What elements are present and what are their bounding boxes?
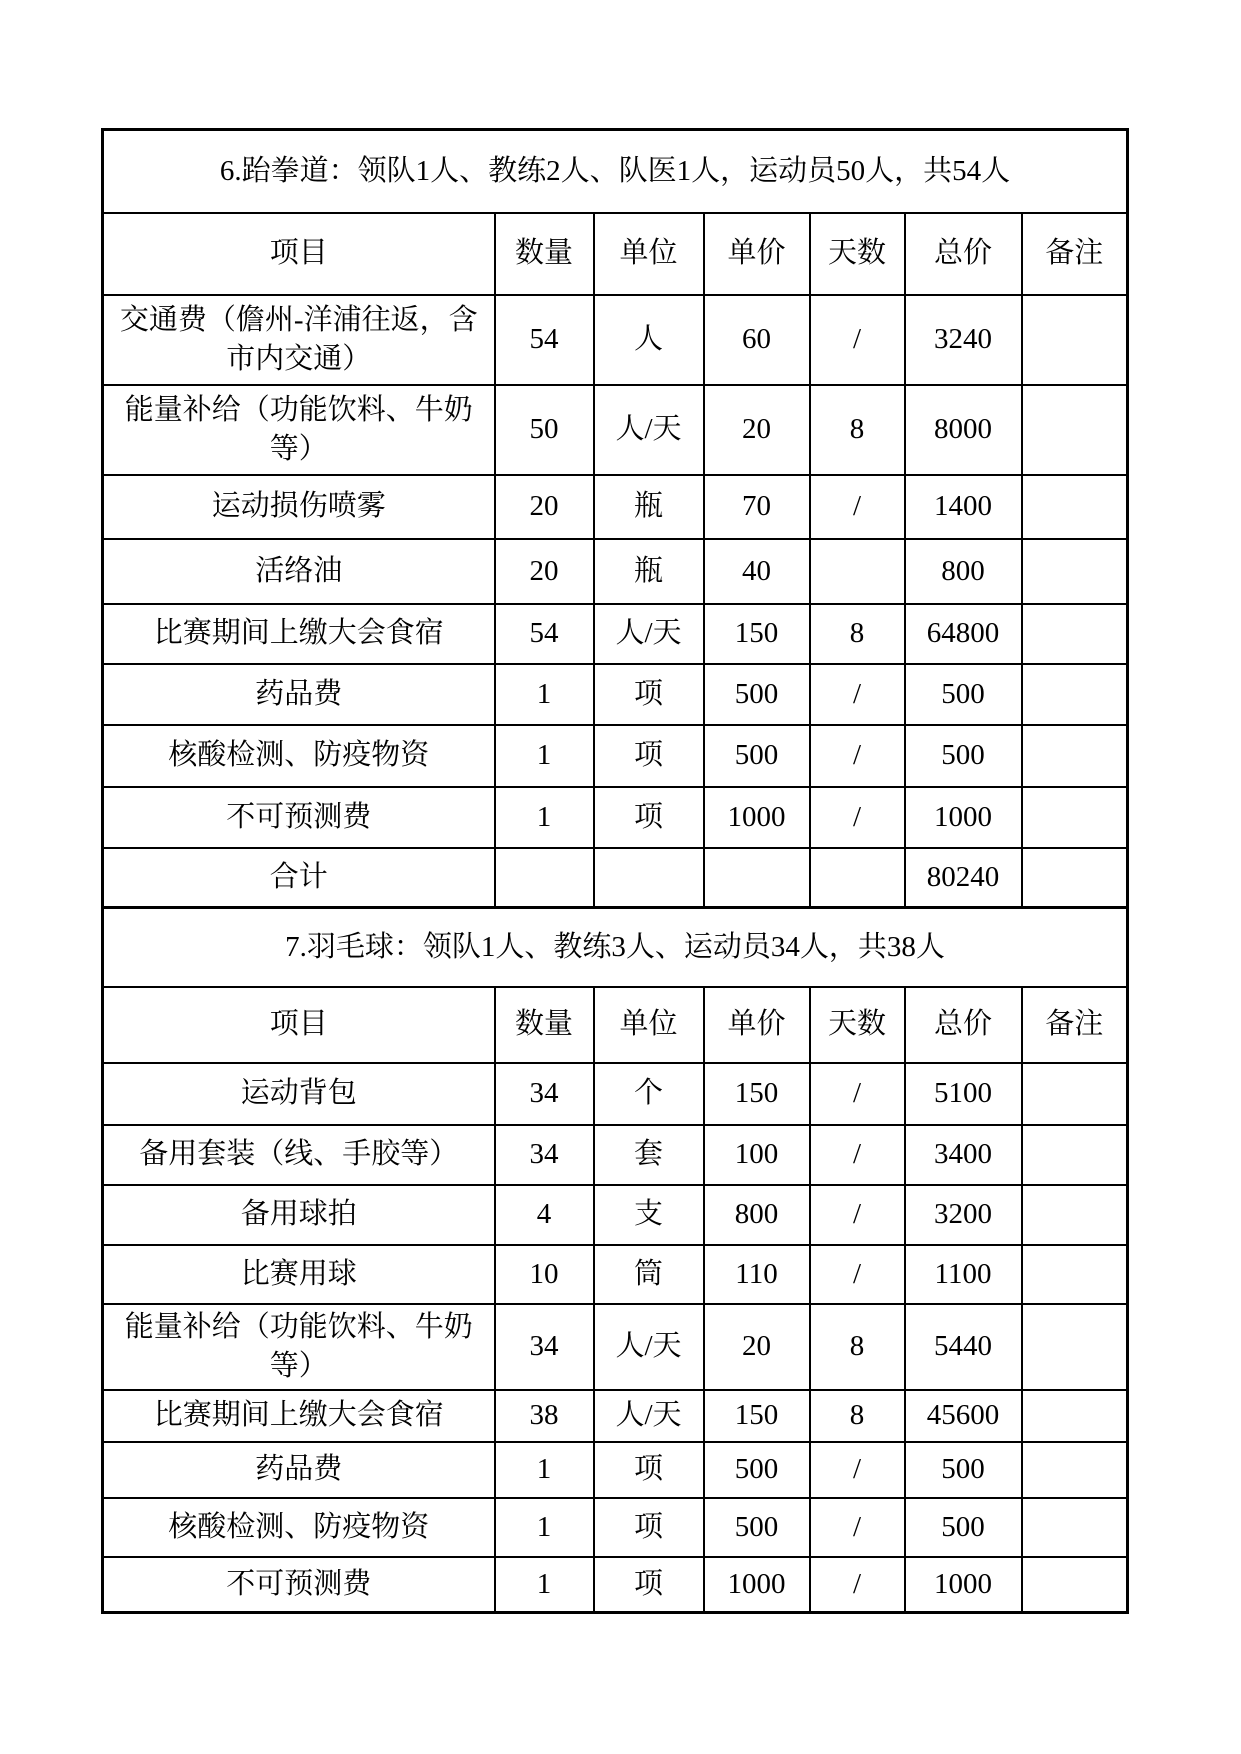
total-label-cell: 合计 [103,848,495,908]
unit-cell: 瓶 [594,475,704,539]
item-cell: 核酸检测、防疫物资 [103,725,495,787]
quantity-cell: 1 [495,725,594,787]
total-price-cell: 1100 [905,1245,1022,1304]
table-row [103,1390,1128,1442]
unit-price-cell: 20 [704,1304,810,1390]
unit-cell: 项 [594,1557,704,1613]
total-price-cell: 5440 [905,1304,1022,1390]
remark-cell [1022,1498,1128,1557]
total-price-cell: 1000 [905,1557,1022,1613]
days-cell: 8 [810,1390,905,1442]
quantity-cell: 38 [495,1390,594,1442]
quantity-cell [495,848,594,908]
unit-cell: 项 [594,1442,704,1498]
column-header-row [103,213,1128,295]
item-cell: 运动背包 [103,1063,495,1125]
days-cell [810,539,905,604]
table-row [103,385,1128,475]
column-header-unit-price-cell: 单价 [704,213,810,295]
days-cell: / [810,664,905,725]
budget-table-taekwondo [101,128,1129,909]
remark-cell [1022,295,1128,385]
item-cell: 比赛期间上缴大会食宿 [103,604,495,664]
remark-cell [1022,1557,1128,1613]
remark-cell [1022,1245,1128,1304]
unit-cell: 人 [594,295,704,385]
table-row [103,539,1128,604]
table-row [103,604,1128,664]
item-cell: 比赛期间上缴大会食宿 [103,1390,495,1442]
total-price-cell: 1000 [905,787,1022,848]
unit-cell: 项 [594,1498,704,1557]
unit-price-cell: 20 [704,385,810,475]
table-row [103,475,1128,539]
remark-cell [1022,1185,1128,1245]
table-row [103,664,1128,725]
item-cell: 不可预测费 [103,1557,495,1613]
days-cell: / [810,1245,905,1304]
quantity-cell: 54 [495,295,594,385]
quantity-cell: 34 [495,1125,594,1185]
days-cell: 8 [810,604,905,664]
quantity-cell: 10 [495,1245,594,1304]
table-row [103,1442,1128,1498]
table-row [103,725,1128,787]
days-cell: / [810,787,905,848]
table-row [103,787,1128,848]
column-header-days-cell: 天数 [810,987,905,1063]
unit-price-cell: 150 [704,1063,810,1125]
item-cell: 核酸检测、防疫物资 [103,1498,495,1557]
table-row [103,1245,1128,1304]
section-title: 6.跆拳道：领队1人、教练2人、队医1人，运动员50人，共54人 [103,130,1128,213]
item-cell: 能量补给（功能饮料、牛奶等） [103,385,495,475]
column-header-remark-cell: 备注 [1022,987,1128,1063]
column-header-row [103,987,1128,1063]
remark-cell [1022,848,1128,908]
unit-cell: 项 [594,787,704,848]
column-header-item-cell: 项目 [103,213,495,295]
quantity-cell: 34 [495,1063,594,1125]
table-row [103,1498,1128,1557]
total-price-cell: 8000 [905,385,1022,475]
unit-cell: 人/天 [594,385,704,475]
unit-price-cell [704,848,810,908]
total-price-cell: 3240 [905,295,1022,385]
unit-price-cell: 500 [704,1498,810,1557]
quantity-cell: 20 [495,475,594,539]
remark-cell [1022,385,1128,475]
item-cell: 备用套装（线、手胶等） [103,1125,495,1185]
days-cell: / [810,1185,905,1245]
column-header-quantity-cell: 数量 [495,987,594,1063]
unit-price-cell: 100 [704,1125,810,1185]
remark-cell [1022,604,1128,664]
unit-cell: 瓶 [594,539,704,604]
unit-cell: 人/天 [594,604,704,664]
unit-price-cell: 110 [704,1245,810,1304]
item-cell: 药品费 [103,1442,495,1498]
days-cell: / [810,295,905,385]
unit-price-cell: 500 [704,664,810,725]
total-row [103,848,1128,908]
total-price-cell: 500 [905,664,1022,725]
days-cell: 8 [810,385,905,475]
table-row [103,295,1128,385]
days-cell: 8 [810,1304,905,1390]
unit-price-cell: 150 [704,604,810,664]
unit-price-cell: 800 [704,1185,810,1245]
total-price-cell: 5100 [905,1063,1022,1125]
item-cell: 交通费（儋州-洋浦往返，含市内交通） [103,295,495,385]
days-cell: / [810,1557,905,1613]
unit-price-cell: 1000 [704,1557,810,1613]
column-header-unit-cell: 单位 [594,987,704,1063]
item-cell: 药品费 [103,664,495,725]
unit-cell: 人/天 [594,1304,704,1390]
days-cell: / [810,1125,905,1185]
section-band-row [103,130,1128,213]
budget-tables-container [101,128,1126,1614]
column-header-unit-cell: 单位 [594,213,704,295]
total-price-cell: 800 [905,539,1022,604]
table-row [103,1063,1128,1125]
unit-cell: 人/天 [594,1390,704,1442]
unit-cell: 项 [594,664,704,725]
table-row [103,1304,1128,1390]
quantity-cell: 1 [495,1557,594,1613]
total-price-cell: 1400 [905,475,1022,539]
days-cell: / [810,1063,905,1125]
remark-cell [1022,475,1128,539]
unit-cell: 套 [594,1125,704,1185]
item-cell: 比赛用球 [103,1245,495,1304]
remark-cell [1022,787,1128,848]
days-cell: / [810,475,905,539]
item-cell: 活络油 [103,539,495,604]
unit-price-cell: 500 [704,725,810,787]
column-header-quantity-cell: 数量 [495,213,594,295]
table-row [103,1125,1128,1185]
remark-cell [1022,1125,1128,1185]
total-price-cell: 3400 [905,1125,1022,1185]
days-cell: / [810,725,905,787]
total-price-cell: 80240 [905,848,1022,908]
budget-table-badminton [101,906,1129,1614]
column-header-days-cell: 天数 [810,213,905,295]
column-header-total-price-cell: 总价 [905,987,1022,1063]
column-header-total-price-cell: 总价 [905,213,1022,295]
unit-price-cell: 1000 [704,787,810,848]
quantity-cell: 1 [495,664,594,725]
unit-cell: 筒 [594,1245,704,1304]
quantity-cell: 50 [495,385,594,475]
item-cell: 能量补给（功能饮料、牛奶等） [103,1304,495,1390]
remark-cell [1022,725,1128,787]
section-band-row [103,908,1128,987]
column-header-unit-price-cell: 单价 [704,987,810,1063]
days-cell: / [810,1442,905,1498]
unit-price-cell: 150 [704,1390,810,1442]
remark-cell [1022,1442,1128,1498]
unit-price-cell: 40 [704,539,810,604]
remark-cell [1022,539,1128,604]
item-cell: 不可预测费 [103,787,495,848]
unit-price-cell: 70 [704,475,810,539]
unit-price-cell: 500 [704,1442,810,1498]
unit-cell: 项 [594,725,704,787]
quantity-cell: 1 [495,1442,594,1498]
item-cell: 运动损伤喷雾 [103,475,495,539]
total-price-cell: 3200 [905,1185,1022,1245]
column-header-item-cell: 项目 [103,987,495,1063]
quantity-cell: 1 [495,1498,594,1557]
section-title: 7.羽毛球：领队1人、教练3人、运动员34人，共38人 [103,908,1128,987]
remark-cell [1022,1304,1128,1390]
unit-price-cell: 60 [704,295,810,385]
column-header-remark-cell: 备注 [1022,213,1128,295]
total-price-cell: 500 [905,1498,1022,1557]
quantity-cell: 20 [495,539,594,604]
quantity-cell: 34 [495,1304,594,1390]
days-cell: / [810,1498,905,1557]
item-cell: 备用球拍 [103,1185,495,1245]
total-price-cell: 500 [905,725,1022,787]
remark-cell [1022,1063,1128,1125]
days-cell [810,848,905,908]
remark-cell [1022,664,1128,725]
remark-cell [1022,1390,1128,1442]
table-row [103,1185,1128,1245]
unit-cell: 支 [594,1185,704,1245]
total-price-cell: 64800 [905,604,1022,664]
total-price-cell: 45600 [905,1390,1022,1442]
quantity-cell: 1 [495,787,594,848]
unit-cell [594,848,704,908]
total-price-cell: 500 [905,1442,1022,1498]
table-row [103,1557,1128,1613]
quantity-cell: 4 [495,1185,594,1245]
unit-cell: 个 [594,1063,704,1125]
quantity-cell: 54 [495,604,594,664]
